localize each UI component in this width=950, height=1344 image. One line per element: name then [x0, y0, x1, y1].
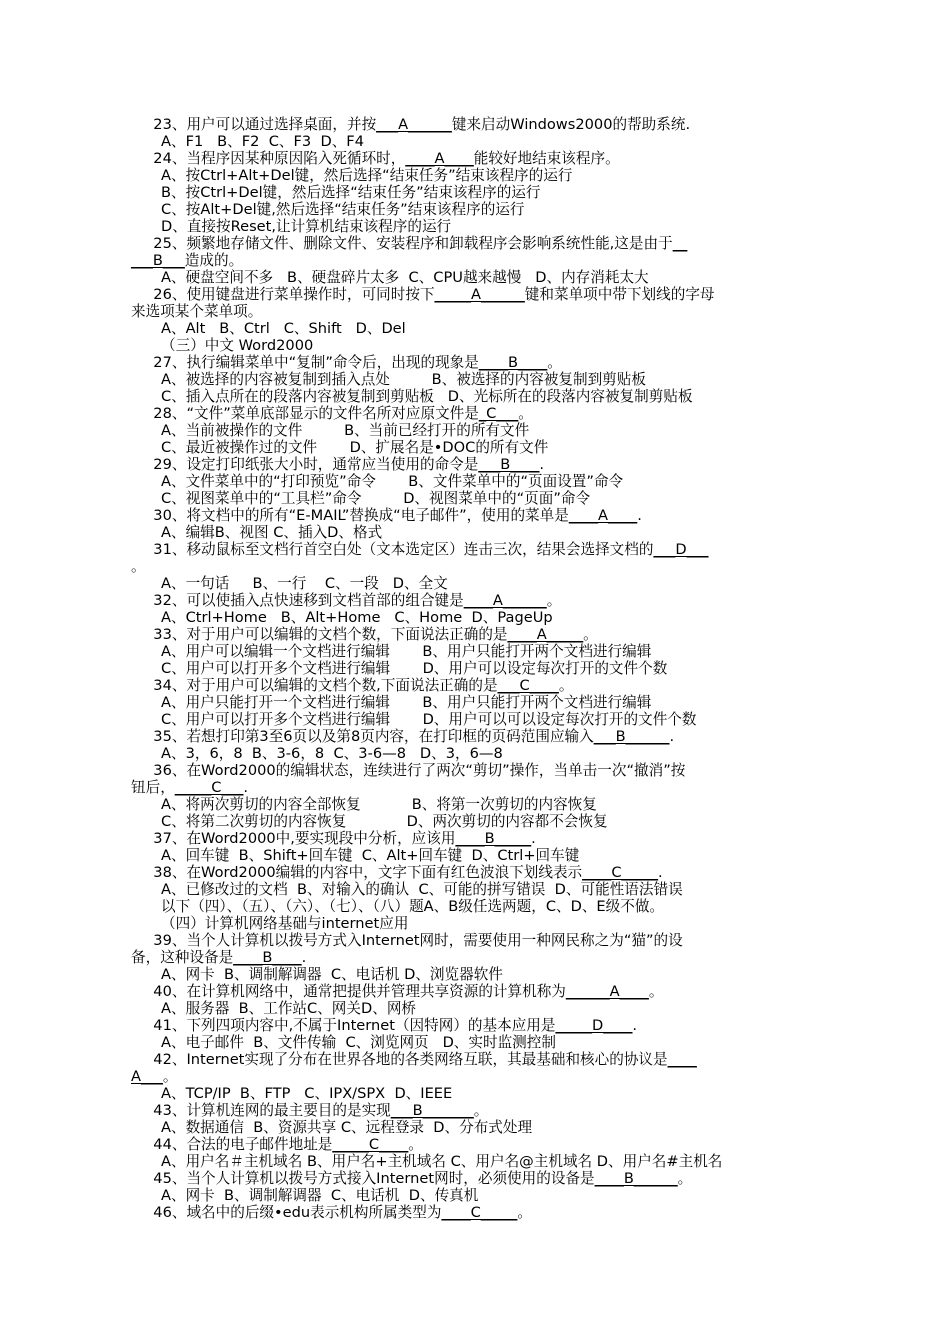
answer-blank: ____B____: [233, 949, 302, 966]
answer-blank: ___B___: [131, 252, 185, 269]
text-segment: 。: [131, 558, 146, 575]
answer-blank: ____A____: [405, 150, 474, 167]
text-line: [161, 966, 950, 983]
text-segment: A、文件菜单中的“打印预览”命令 B、文件菜单中的“页面设置”命令: [161, 473, 624, 490]
text-segment: 24、当程序因某种原因陷入死循环时，: [144, 150, 406, 167]
text-segment: A、当前被操作的文件 B、当前已经打开的所有文件: [161, 422, 530, 439]
text-segment: A、编辑B、视图 C、插入D、格式: [161, 524, 383, 541]
text-line: [161, 422, 950, 439]
text-line: [161, 847, 950, 864]
answer-blank: ___A______: [376, 116, 452, 133]
text-line: [144, 150, 950, 167]
text-line: [161, 320, 950, 337]
text-line: [161, 796, 950, 813]
text-line: [131, 779, 950, 796]
text-segment: 40、在计算机网络中，通常把提供并管理共享资源的计算机称为: [144, 983, 566, 1000]
text-segment: A、被选择的内容被复制到插入点处 B、被选择的内容被复制到剪贴板: [161, 371, 646, 388]
text-line: [144, 1136, 950, 1153]
text-segment: 。: [162, 1068, 178, 1085]
text-line: [161, 694, 950, 711]
answer-blank: ______A____: [565, 983, 649, 1000]
text-line: [144, 932, 950, 949]
text-segment: D、直接按Reset,让计算机结束该程序的运行: [161, 218, 452, 235]
text-line: [161, 915, 950, 932]
text-segment: 32、可以使插入点快速移到文档首部的组合键是: [144, 592, 464, 609]
text-segment: 42、Internet实现了分布在世界各地的各类网络互联，其最基础和核心的协议是: [144, 1051, 668, 1068]
answer-blank: _____C___: [174, 779, 244, 796]
text-segment: 29、设定打印纸张大小时，通常应当使用的命令是: [144, 456, 479, 473]
text-line: [144, 235, 950, 252]
text-line: [144, 541, 950, 558]
text-segment: .: [669, 728, 675, 745]
text-line: [144, 626, 950, 643]
text-segment: A、按Ctrl+Alt+Del键，然后选择“结束任务”结束该程序的运行: [161, 167, 573, 184]
answer-blank: ____A_____: [507, 626, 584, 643]
answer-blank: ____C_____: [441, 1204, 518, 1221]
text-line: [161, 1119, 950, 1136]
answer-blank: ___B_______: [390, 1102, 474, 1119]
text-segment: 25、频繁地存储文件、删除文件、安装程序和卸载程序会影响系统性能,这是由于: [144, 235, 673, 252]
answer-blank: ____A______: [463, 592, 547, 609]
text-line: [144, 286, 950, 303]
text-line: [161, 1187, 950, 1204]
text-segment: 31、移动鼠标至文档行首空白处（文本选定区）连击三次，结果会选择文档的: [144, 541, 654, 558]
text-line: [161, 898, 950, 915]
text-line: [161, 218, 950, 235]
text-segment: A、硬盘空间不多 B、硬盘碎片太多 C、CPU越来越慢 D、内存消耗太大: [161, 269, 649, 286]
text-segment: 造成的。: [184, 252, 244, 269]
text-segment: 28、“文件”菜单底部显示的文件名所对应原文件是: [144, 405, 479, 422]
text-segment: .: [637, 507, 642, 524]
text-segment: 。: [583, 626, 598, 643]
text-segment: 35、若想打印第3至6页以及第8页内容，在打印框的页码范围应输入: [144, 728, 594, 745]
text-segment: 34、对于用户可以编辑的文档个数,下面说法正确的是: [144, 677, 498, 694]
text-line: [161, 269, 950, 286]
text-segment: A、Alt B、Ctrl C、Shift D、Del: [161, 320, 406, 337]
text-line: [144, 830, 950, 847]
answer-blank: ___D___: [653, 541, 709, 558]
text-segment: 。: [558, 677, 574, 694]
text-line: [161, 201, 950, 218]
text-segment: （四）计算机网络基础与internet应用: [161, 915, 409, 932]
answer-blank: ____: [667, 1051, 697, 1068]
text-line: [144, 1017, 950, 1034]
text-line: [144, 983, 950, 1000]
text-line: [144, 1204, 950, 1221]
text-segment: 。: [518, 405, 533, 422]
text-line: [161, 473, 950, 490]
text-line: [161, 881, 950, 898]
text-segment: 23、用户可以通过选择桌面，并按: [144, 116, 377, 133]
answer-blank: _____A______: [434, 286, 525, 303]
answer-blank: ____C_____: [582, 864, 659, 881]
text-line: [161, 524, 950, 541]
text-line: [144, 762, 950, 779]
text-segment: A、回车键 B、Shift+回车键 C、Alt+回车键 D、Ctrl+回车键: [161, 847, 580, 864]
text-segment: C、视图菜单中的“工具栏”命令 D、视图菜单中的“页面”命令: [161, 490, 591, 507]
text-segment: 43、计算机连网的最主要目的是实现: [144, 1102, 391, 1119]
text-segment: A、用户只能打开一个文档进行编辑 B、用户只能打开两个文档进行编辑: [161, 694, 652, 711]
text-line: [161, 490, 950, 507]
text-segment: .: [539, 456, 545, 473]
text-segment: 26、使用键盘进行菜单操作时，可同时按下: [144, 286, 435, 303]
text-segment: A、用户可以编辑一个文档进行编辑 B、用户只能打开两个文档进行编辑: [161, 643, 652, 660]
text-segment: A、Ctrl+Home B、Alt+Home C、Home D、PageUp: [161, 609, 553, 626]
text-line: [144, 1051, 950, 1068]
answer-blank: ___B____: [478, 456, 540, 473]
text-line: [131, 949, 950, 966]
text-segment: C、将第二次剪切的内容恢复 D、两次剪切的内容都不会恢复: [161, 813, 608, 830]
text-line: [161, 439, 950, 456]
text-segment: .: [301, 949, 307, 966]
text-line: [161, 1085, 950, 1102]
text-segment: 键来启动Windows2000的帮助系统.: [451, 116, 691, 133]
text-segment: C、用户可以打开多个文档进行编辑 D、用户可以可以设定每次打开的文件个数: [161, 711, 697, 728]
text-segment: A、3，6，8 B、3-6，8 C、3-6—8 D、3，6—8: [161, 745, 503, 762]
text-segment: 以下（四）、（五）、（六）、（七）、（八）题A、B级任选两题，C、D、E级不做。: [161, 898, 665, 915]
text-line: [144, 507, 950, 524]
text-segment: 。: [517, 1204, 532, 1221]
text-segment: 27、执行编辑菜单中“复制”命令后，出现的现象是: [144, 354, 479, 371]
text-segment: C、按Alt+Del键,然后选择“结束任务”结束该程序的运行: [161, 201, 525, 218]
text-segment: 30、将文档中的所有“E-MAIL”替换成“电子邮件”，使用的菜单是: [144, 507, 569, 524]
answer-blank: ____B____: [478, 354, 548, 371]
text-line: [161, 643, 950, 660]
text-segment: B、按Ctrl+Del键，然后选择“结束任务”结束该程序的运行: [161, 184, 541, 201]
text-segment: A、网卡 B、调制解调器 C、电话机 D、浏览器软件: [161, 966, 503, 983]
text-segment: A、网卡 B、调制解调器 C、电话机 D、传真机: [161, 1187, 479, 1204]
text-segment: C、最近被操作过的文件 D、扩展名是•DOC的所有文件: [161, 439, 549, 456]
text-segment: 33、对于用户可以编辑的文档个数，下面说法正确的是: [144, 626, 508, 643]
text-segment: 36、在Word2000的编辑状态，连续进行了两次“剪切”操作，当单击一次“撤消”按: [144, 762, 686, 779]
answer-blank: A___: [131, 1068, 163, 1085]
answer-blank: ____B_____: [455, 830, 532, 847]
text-line: [144, 405, 950, 422]
text-segment: 41、下列四项内容中,不属于Internet（因特网）的基本应用是: [144, 1017, 556, 1034]
text-segment: 来选项某个菜单项。: [131, 303, 263, 320]
text-line: [161, 388, 950, 405]
text-line: [144, 456, 950, 473]
text-line: [161, 167, 950, 184]
answer-blank: __: [672, 235, 688, 252]
text-segment: 37、在Word2000中,要实现段中分析，应该用: [144, 830, 456, 847]
text-segment: .: [531, 830, 536, 847]
answer-blank: _____D____: [555, 1017, 633, 1034]
text-line: [161, 1153, 950, 1170]
text-line: [161, 184, 950, 201]
text-line: [161, 337, 950, 354]
text-segment: 。: [408, 1136, 423, 1153]
text-segment: 。: [677, 1170, 693, 1187]
text-line: [144, 1170, 950, 1187]
text-segment: 。: [648, 983, 664, 1000]
text-line: [144, 677, 950, 694]
text-segment: 39、当个人计算机以拨号方式入Internet网时，需要使用一种网民称之为“猫”的设: [144, 932, 683, 949]
text-line: [131, 303, 950, 320]
text-segment: A、电子邮件 B、文件传输 C、浏览网页 D、实时监测控制: [161, 1034, 556, 1051]
text-segment: 。: [546, 592, 562, 609]
text-line: [161, 575, 950, 592]
text-line: [144, 728, 950, 745]
text-segment: （三）中文 Word2000: [161, 337, 314, 354]
text-segment: .: [243, 779, 249, 796]
text-segment: 键和菜单项中带下划线的字母: [524, 286, 715, 303]
text-line: [161, 1034, 950, 1051]
text-segment: 46、域名中的后缀•edu表示机构所属类型为: [144, 1204, 442, 1221]
answer-blank: _C___: [478, 405, 519, 422]
text-segment: 38、在Word2000编辑的内容中，文字下面有红色波浪下划线表示: [144, 864, 583, 881]
text-segment: 钮后，: [131, 779, 175, 796]
text-line: [161, 609, 950, 626]
text-line: [131, 558, 950, 575]
text-segment: A、数据通信 B、资源共享 C、远程登录 D、分布式处理: [161, 1119, 533, 1136]
text-line: [161, 745, 950, 762]
text-line: [144, 354, 950, 371]
text-segment: 45、当个人计算机以拨号方式接入Internet网时，必须使用的设备是: [144, 1170, 595, 1187]
text-line: [161, 813, 950, 830]
text-segment: .: [632, 1017, 638, 1034]
text-segment: A、用户名＃主机域名 B、用户名+主机域名 C、用户名@主机域名 D、用户名#主机名: [161, 1153, 723, 1170]
text-line: [161, 133, 950, 150]
answer-blank: ___C____: [497, 677, 559, 694]
text-segment: C、用户可以打开多个文档进行编辑 D、用户可以设定每次打开的文件个数: [161, 660, 668, 677]
text-segment: 能较好地结束该程序。: [473, 150, 620, 167]
text-line: [131, 252, 950, 269]
text-line: [144, 1102, 950, 1119]
answer-blank: ____A____: [568, 507, 638, 524]
answer-blank: _____C____: [332, 1136, 409, 1153]
text-line: [161, 371, 950, 388]
text-segment: A、TCP/IP B、FTP C、IPX/SPX D、IEEE: [161, 1085, 453, 1102]
text-segment: 。: [547, 354, 562, 371]
text-line: [131, 1068, 950, 1085]
text-line: [161, 711, 950, 728]
text-line: [161, 660, 950, 677]
text-segment: 备，这种设备是: [131, 949, 234, 966]
answer-blank: ____B______: [594, 1170, 678, 1187]
text-line: [161, 1000, 950, 1017]
text-segment: .: [658, 864, 663, 881]
text-segment: A、已修改过的文档 B、对输入的确认 C、可能的拼写错误 D、可能性语法错误: [161, 881, 683, 898]
answer-blank: ___B______: [593, 728, 670, 745]
text-segment: C、插入点所在的段落内容被复制到剪贴板 D、光标所在的段落内容被复制剪贴板: [161, 388, 693, 405]
text-line: [144, 116, 950, 133]
text-segment: 44、合法的电子邮件地址是: [144, 1136, 333, 1153]
text-line: [144, 592, 950, 609]
text-segment: A、服务器 B、工作站C、网关D、网桥: [161, 1000, 417, 1017]
text-segment: A、将两次剪切的内容全部恢复 B、将第一次剪切的内容恢复: [161, 796, 597, 813]
text-line: [144, 864, 950, 881]
text-segment: A、一句话 B、一行 C、一段 D、全文: [161, 575, 448, 592]
text-segment: 。: [473, 1102, 489, 1119]
text-segment: A、F1 B、F2 C、F3 D、F4: [161, 133, 364, 150]
